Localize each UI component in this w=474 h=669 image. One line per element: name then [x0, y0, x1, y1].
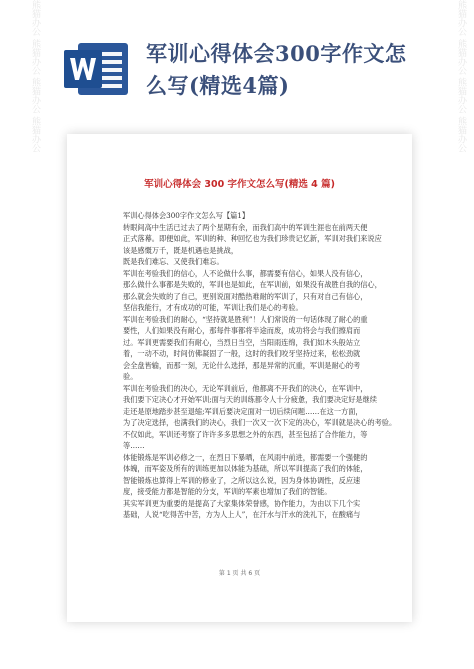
body-line: 基础，人说“吃得苦中苦，方为人上人”，在汗水与汗水的洗礼下，在酸痛与	[123, 510, 361, 519]
body-line: 等……	[123, 441, 145, 450]
body-line: 验。	[123, 372, 138, 381]
body-line: 度，接受能力都是智能的分支，军训的军素也增加了我们的智能。	[123, 487, 332, 496]
body-line: 坚信我能行，才有成功的可能，军训让我们是心的考验。	[123, 303, 303, 312]
body-line: 军训在考验我们的耐心，“坚持就是胜利”！人们常说的一句话体现了耐心的重	[123, 314, 368, 324]
body-line: 走还是原地踏步甚至退缩;军训后要决定面对一切后续问题……在这一方面，	[123, 406, 363, 416]
body-line: 为了决定选择，也满我们的决心，我们一次又一次下定的决心，军训就是决心的考验。	[123, 418, 397, 427]
body-line: 要性，人们如果没有耐心，那每件事都将半途而废，成功将会与我们擦肩而	[123, 326, 361, 335]
body-line: 既是我们难忘、又使我们难忘。	[123, 257, 224, 266]
body-line: 不仅如此，军训还考察了许许多多思想之外的东西，甚至包括了合作能力，等	[123, 429, 368, 439]
page-title	[146, 38, 466, 102]
body-line: 转眼间高中生活已过去了两个星期有余，而我们高中的军训生涯也在前两天便	[123, 222, 368, 232]
body-line: 该是感慨万千，既是机遇也是挑战，	[123, 245, 239, 255]
page-indicator: 第 1 页 共 6 页	[218, 570, 261, 577]
body-line: 我们要下定决心才开始军训;面与天的训练都令人十分疲惫，我们要决定好是继续	[123, 395, 377, 404]
document-title: 军训心得体会 300 字作文怎么写(精选 4 篇)	[144, 179, 335, 190]
watermark: 熊猫办公 熊猫办公 熊猫办公 熊猫办公	[30, 0, 40, 153]
page-title-line-2: 么写(精选4篇)	[146, 73, 290, 98]
body-line: 军训心得体会300字作文怎么写【篇1】	[123, 211, 250, 220]
watermark: 熊猫办公 熊猫办公 熊猫办公 熊猫办公	[456, 0, 466, 153]
body-line: 过。军训更需要我们有耐心，当烈日当空，当阳雨连绵，我们如木头般站立	[123, 337, 361, 347]
body-line: 那么做什么事都是失败的，军训也是如此，在军训前，如果没有战胜自我的信心，	[123, 280, 382, 289]
body-line: 智能锻炼也算得上军训的修业了，之所以这么说，因为身体协调性，反应速	[123, 475, 361, 485]
body-line: 着，一动不动，时间仿佛凝固了一般，这时的我们咬牙坚持过来，松松劲就	[123, 349, 361, 358]
body-line: 体能锻炼是军训必修之一，在烈日下暴晒，在风雨中前进，都需要一个强健的	[123, 452, 368, 462]
header	[0, 0, 474, 120]
document-body	[123, 210, 397, 521]
document-page	[67, 134, 412, 622]
body-line: 军训在考验我们的信心，人不论做什么事，都需要有信心，如果人没有信心，	[123, 268, 368, 278]
page-title-line-1: 军训心得体会300字作文怎	[146, 41, 407, 66]
body-line: 正式落幕。即便如此，军训的种、种回忆也为我们珍贵记忆新，军训对我们来说应	[123, 234, 382, 243]
body-line: 会全盘皆输，而那一刻，无论什么选择，那是异常的沉重，军训是耐心的考	[123, 360, 361, 370]
body-line: 体魄，而军姿及所有的训练更加以体能为基础，所以军训提高了我们的体能，	[123, 464, 368, 473]
body-line: 那么就会失败的了自己，更别说面对酷热难耐的军训了，只有对自己有信心，	[123, 291, 368, 301]
body-line: 其实军训更为重要的是提高了大家集体荣誉感，协作能力，为由以下几个实	[123, 498, 361, 508]
word-doc-icon	[64, 41, 130, 97]
body-line: 军训在考验我们的决心，无论军训前后，他都离不开我们的决心，在军训中，	[123, 383, 368, 393]
